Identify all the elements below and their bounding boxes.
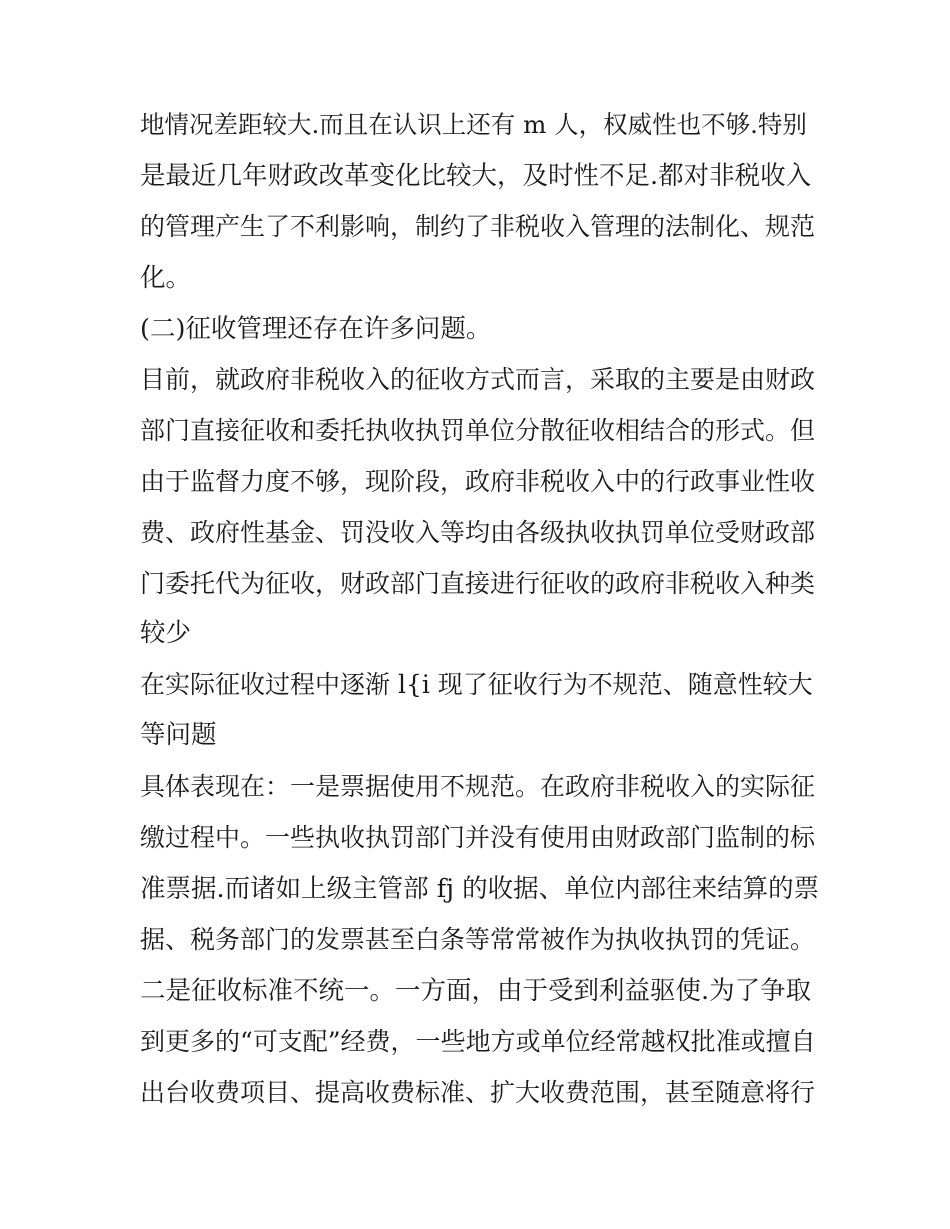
text-line: 费、政府性基金、罚没收入等均由各级执收执罚单位受财政部 <box>140 518 816 547</box>
text-line: 准票据.而诸如上级主管部 fj 的收据、单位内部往来结算的票 <box>140 874 820 904</box>
text-line: 化。 <box>140 263 192 293</box>
text-line: 是最近几年财政改革变化比较大，及时性不足.都对非税收入 <box>140 161 812 191</box>
text-line: 部门直接征收和委托执收执罚单位分散征收相结合的形式。但 <box>140 416 816 445</box>
text-line: 地情况差距较大.而且在认识上还有 m 人，权威性也不够.特别 <box>140 110 807 139</box>
text-line: 出台收费项目、提高收费标准、扩大收费范围，甚至随意将行 <box>140 1078 816 1107</box>
text-line: 目前，就政府非税收入的征收方式而言，采取的主要是由财政 <box>140 365 816 394</box>
text-line: 据、税务部门的发票甚至白条等常常被作为执收执罚的凭证。 <box>140 925 816 954</box>
text-line: 门委托代为征收，财政部门直接进行征收的政府非税收入种类 <box>140 569 816 598</box>
text-line: 到更多的“可支配”经费，一些地方或单位经常越权批准或擅自 <box>140 1027 816 1056</box>
text-line: 缴过程中。一些执收执罚部门并没有使用由财政部门监制的标 <box>140 823 816 852</box>
text-line: 在实际征收过程中逐渐 l{i 现了征收行为不规范、随意性较大 <box>140 670 813 699</box>
text-line: 由于监督力度不够，现阶段，政府非税收入中的行政事业性收 <box>140 467 816 496</box>
text-line: 较少 <box>140 618 192 648</box>
text-line: 的管理产生了不利影响，制约了非税收入管理的法制化、规范 <box>140 212 816 241</box>
text-line: 二是征收标准不统一。一方面，由于受到利益驱使.为了争取 <box>140 976 812 1006</box>
section-heading: (二)征收管理还存在许多问题。 <box>140 314 492 344</box>
text-line: 等问题 <box>140 720 217 750</box>
text-line: 具体表现在：一是票据使用不规范。在政府非税收入的实际征 <box>140 772 816 801</box>
